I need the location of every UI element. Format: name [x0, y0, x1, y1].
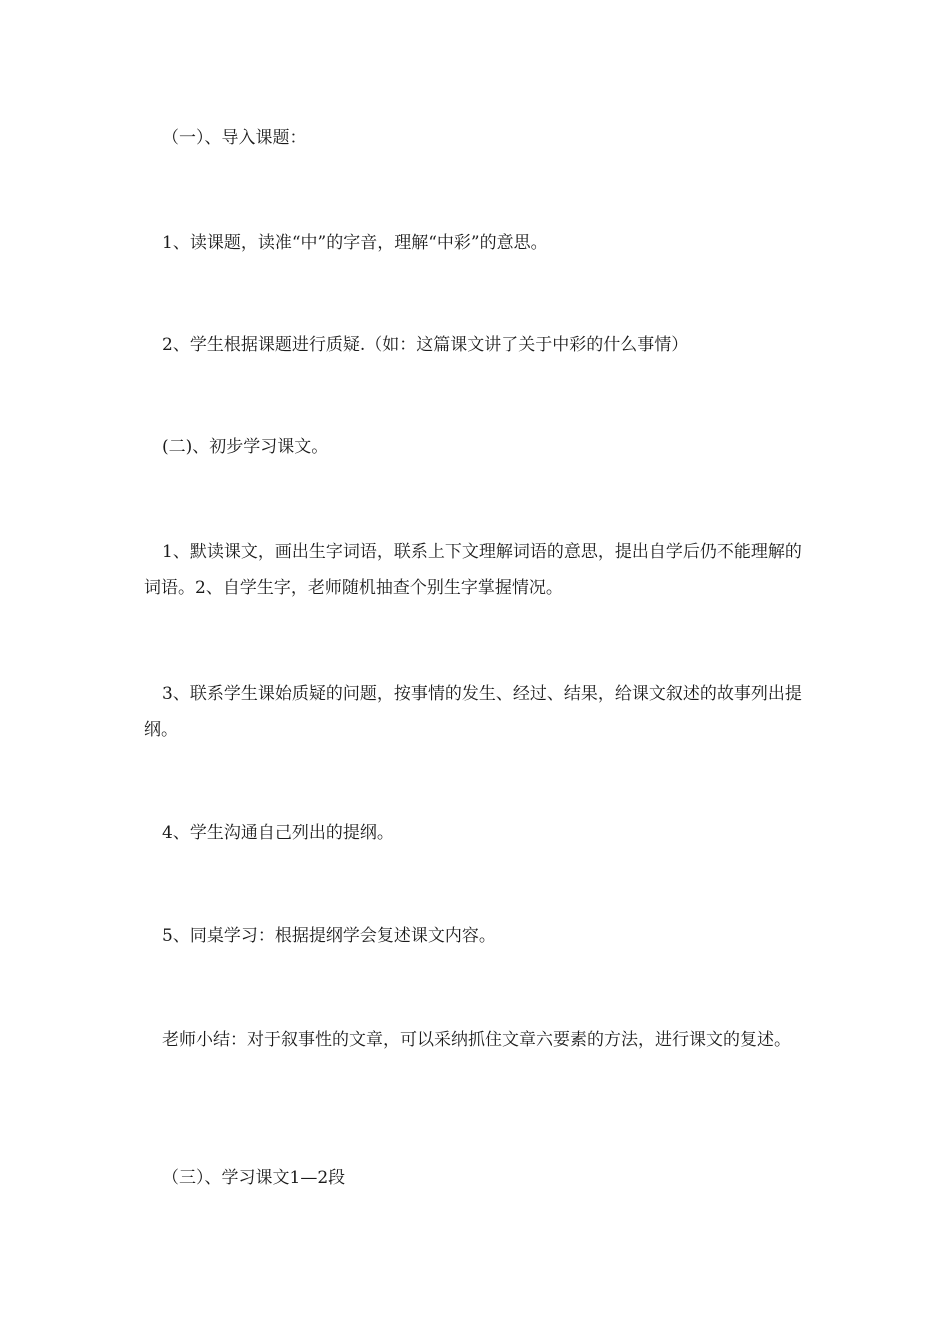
- step-paragraph: 1、读课题，读准“中”的字音，理解“中彩”的意思。: [162, 233, 548, 253]
- step-paragraph: 2、学生根据课题进行质疑.（如：这篇课文讲了关于中彩的什么事情）: [162, 335, 689, 355]
- step-paragraph: 5、同桌学习：根据提纲学会复述课文内容。: [162, 926, 496, 946]
- step-paragraph: 3、联系学生课始质疑的问题，按事情的发生、经过、结果，给课文叙述的故事列出提纲。: [144, 684, 802, 740]
- teacher-summary-paragraph: 老师小结：对于叙事性的文章，可以采纳抓住文章六要素的方法，进行课文的复述。: [162, 1030, 791, 1050]
- section-heading-2: (二)、初步学习课文。: [162, 437, 329, 457]
- section-heading-1: （一）、导入课题：: [162, 128, 307, 148]
- step-paragraph: 1、默读课文，画出生字词语，联系上下文理解词语的意思，提出自学后仍不能理解的词语。2、自学生字，老师随机抽查个别生字掌握情况。: [144, 542, 802, 598]
- step-paragraph: 4、学生沟通自己列出的提纲。: [162, 823, 394, 843]
- section-heading-3: （三）、学习课文1—2段: [162, 1168, 346, 1188]
